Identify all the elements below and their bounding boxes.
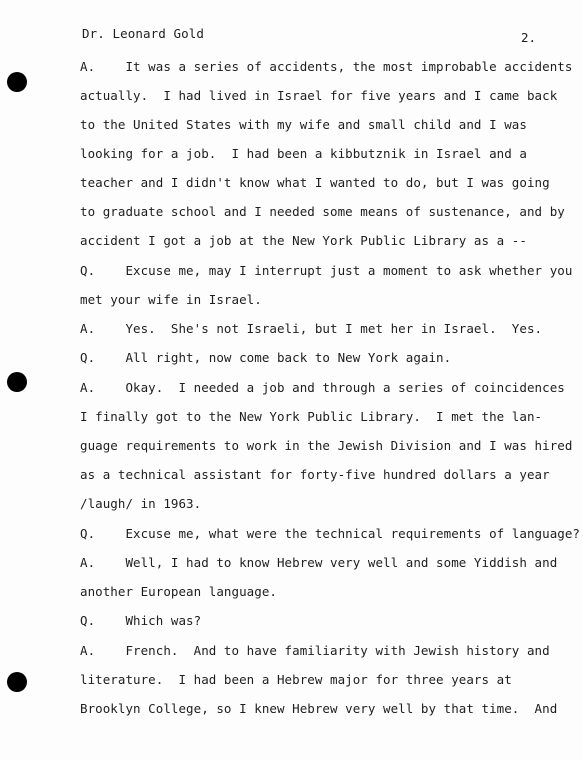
- text-line: /laugh/ in 1963.: [80, 496, 202, 511]
- page-number: 2.: [521, 30, 537, 45]
- text-line: Brooklyn College, so I knew Hebrew very well by that time. And: [80, 701, 558, 716]
- text-line: Q. Excuse me, what were the technical requirements of language?: [80, 526, 580, 541]
- text-line: to the United States with my wife and small child and I was: [80, 117, 527, 132]
- text-line: A. Okay. I needed a job and through a series of coincidences: [80, 380, 565, 395]
- text-line: A. French. And to have familiarity with Jewish history and: [80, 643, 550, 658]
- punch-hole: [7, 372, 27, 392]
- header-name: Dr. Leonard Gold: [82, 26, 205, 41]
- text-line: I finally got to the New York Public Library. I met the lan-: [80, 409, 543, 424]
- text-line: met your wife in Israel.: [80, 292, 262, 307]
- text-line: another European language.: [80, 584, 277, 599]
- punch-hole: [7, 672, 27, 692]
- text-line: Q. Which was?: [80, 613, 202, 628]
- text-line: teacher and I didn't know what I wanted to do, but I was going: [80, 175, 550, 190]
- punch-hole: [7, 72, 27, 92]
- text-line: literature. I had been a Hebrew major for three years at: [80, 672, 512, 687]
- text-line: Q. Excuse me, may I interrupt just a moment to ask whether you: [80, 263, 573, 278]
- text-line: Q. All right, now come back to New York again.: [80, 350, 452, 365]
- text-line: looking for a job. I had been a kibbutznik in Israel and a: [80, 146, 527, 161]
- text-line: to graduate school and I needed some means of sustenance, and by: [80, 204, 565, 219]
- text-line: A. Well, I had to know Hebrew very well and some Yiddish and: [80, 555, 558, 570]
- text-line: accident I got a job at the New York Public Library as a --: [80, 233, 527, 248]
- text-line: as a technical assistant for forty-five hundred dollars a year: [80, 467, 550, 482]
- text-line: A. It was a series of accidents, the most improbable accidents: [80, 59, 573, 74]
- text-line: actually. I had lived in Israel for five years and I came back: [80, 88, 558, 103]
- text-line: guage requirements to work in the Jewish Division and I was hired: [80, 438, 573, 453]
- text-line: A. Yes. She's not Israeli, but I met her in Israel. Yes.: [80, 321, 543, 336]
